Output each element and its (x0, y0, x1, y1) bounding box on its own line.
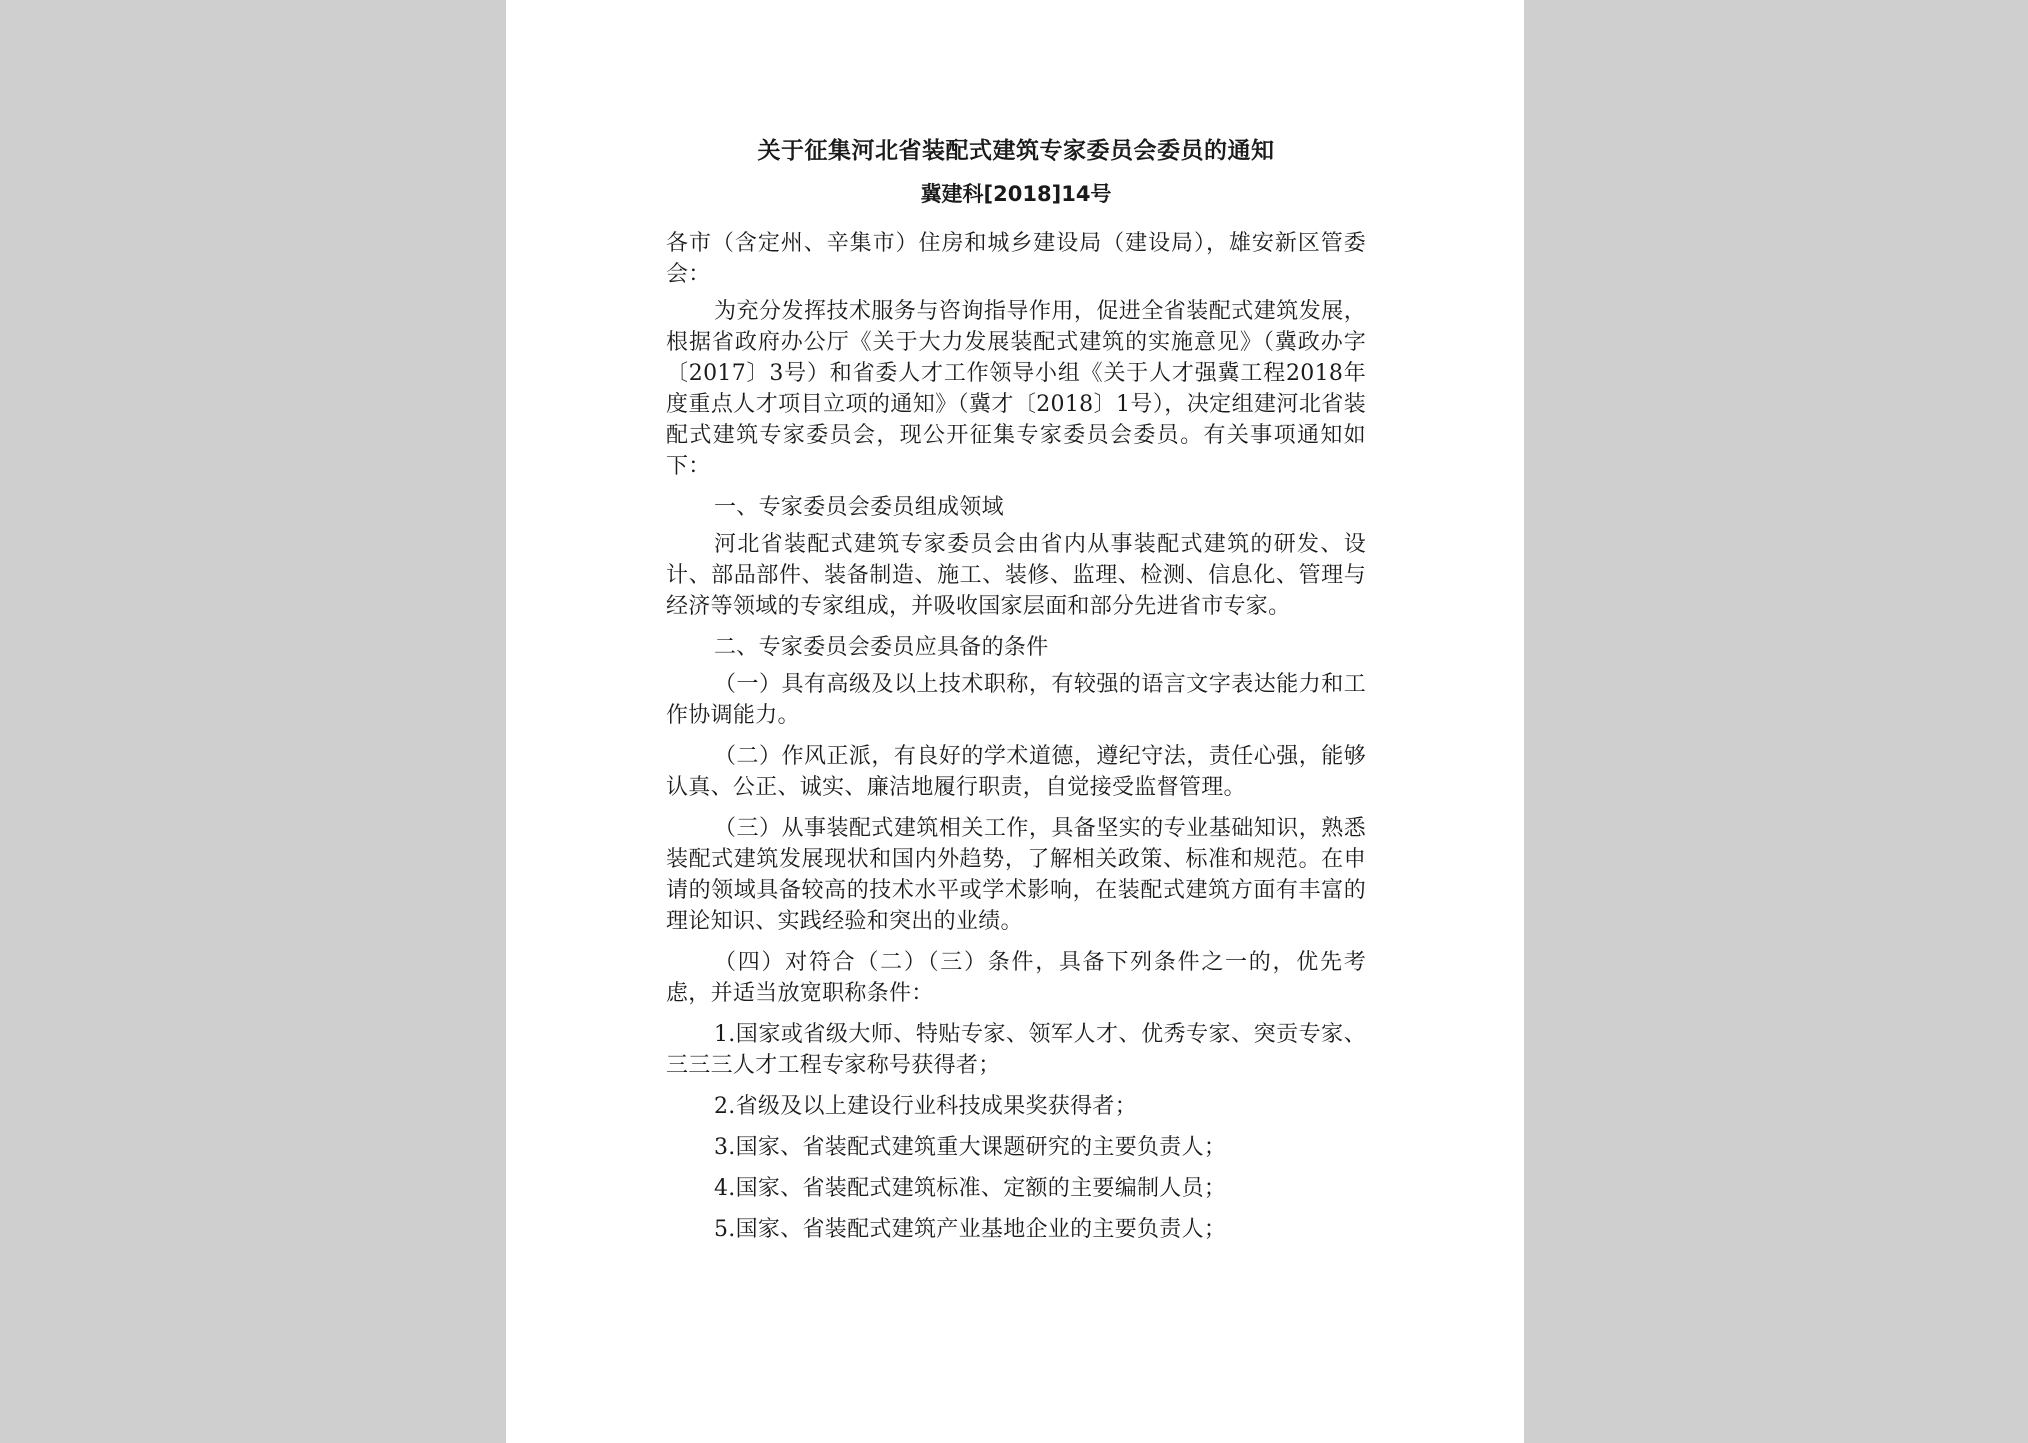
condition-3: （三）从事装配式建筑相关工作，具备坚实的专业基础知识，熟悉装配式建筑发展现状和国内外趋势，了解相关政策、标准和规范。在申请的领域具备较高的技术水平或学术影响，在装配式建筑方面有丰富的理论知识、实践经验和突出的业绩。 (666, 816, 1366, 934)
list-item: 3.国家、省装配式建筑重大课题研究的主要负责人； (714, 1135, 1227, 1160)
list-item: 5.国家、省装配式建筑产业基地企业的主要负责人； (714, 1217, 1227, 1242)
document-page (506, 0, 1524, 1443)
list-item: 2.省级及以上建设行业科技成果奖获得者； (714, 1094, 1137, 1119)
condition-1: （一）具有高级及以上技术职称，有较强的语言文字表达能力和工作协调能力。 (666, 672, 1366, 728)
paragraph-composition: 河北省装配式建筑专家委员会由省内从事装配式建筑的研发、设计、部品部件、装备制造、施工、装修、监理、检测、信息化、管理与经济等领域的专家组成，并吸收国家层面和部分先进省市专家。 (666, 532, 1366, 619)
paragraph-intro: 为充分发挥技术服务与咨询指导作用，促进全省装配式建筑发展，根据省政府办公厅《关于大力发展装配式建筑的实施意见》（冀政办字〔2017〕3号）和省委人才工作领导小组《关于人才强冀工程2018年度重点人才项目立项的通知》（冀才〔2018〕1号），决定组建河北省装配式建筑专家委员会，现公开征集专家委员会委员。有关事项通知如下： (666, 299, 1366, 479)
document-number: 冀建科[2018]14号 (920, 182, 1112, 206)
condition-4: （四）对符合（二）（三）条件，具备下列条件之一的，优先考虑，并适当放宽职称条件： (666, 950, 1366, 1006)
list-item: 4.国家、省装配式建筑标准、定额的主要编制人员； (714, 1176, 1227, 1201)
section-heading-1: 一、专家委员会委员组成领域 (714, 495, 1004, 520)
document-title: 关于征集河北省装配式建筑专家委员会委员的通知 (757, 138, 1275, 164)
condition-2: （二）作风正派，有良好的学术道德，遵纪守法，责任心强，能够认真、公正、诚实、廉洁地履行职责，自觉接受监督管理。 (666, 744, 1366, 800)
list-item: 1.国家或省级大师、特贴专家、领军人才、优秀专家、突贡专家、三三三人才工程专家称号获得者； (666, 1022, 1366, 1078)
salutation: 各市（含定州、辛集市）住房和城乡建设局（建设局），雄安新区管委会： (666, 231, 1366, 287)
page-content (666, 132, 1366, 1255)
section-heading-2: 二、专家委员会委员应具备的条件 (714, 635, 1049, 660)
